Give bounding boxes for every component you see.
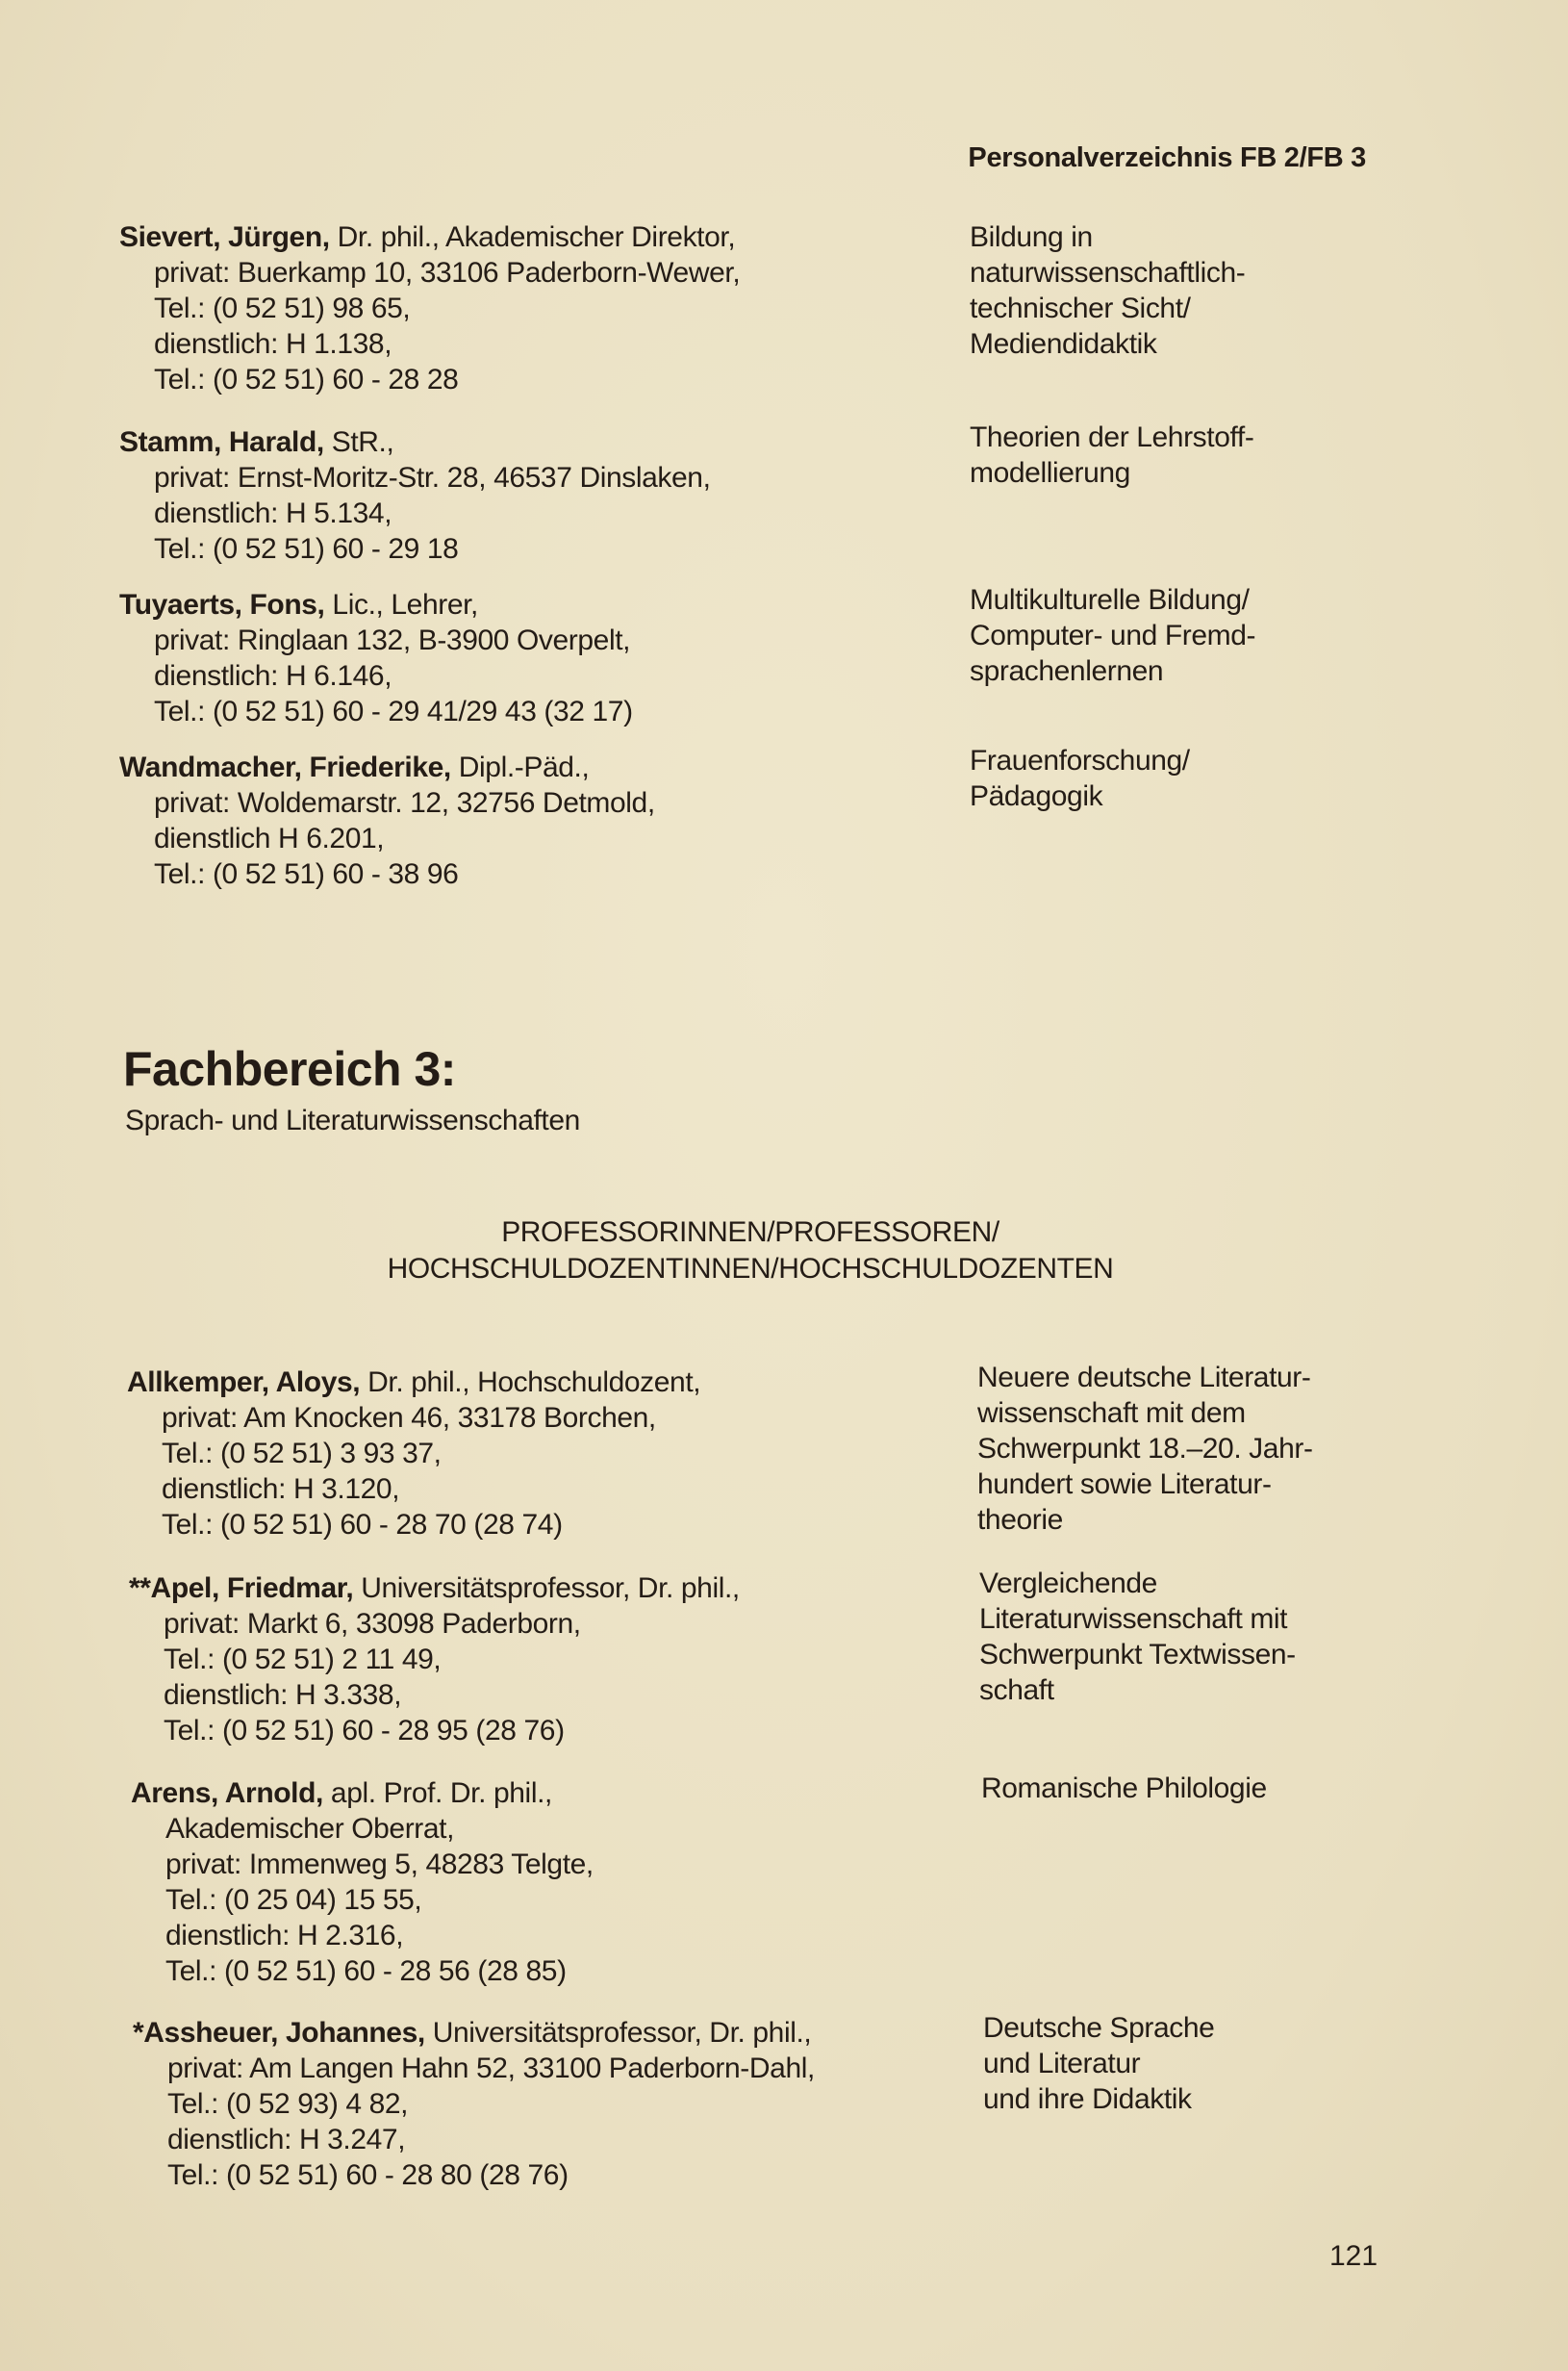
phone-line: Tel.: (0 52 51) 3 93 37, (162, 1438, 442, 1469)
phone-line: Tel.: (0 52 51) 60 - 29 41/29 43 (32 17) (154, 696, 633, 727)
section-heading (327, 1214, 1174, 1287)
person-entry (133, 2015, 960, 2193)
subject-line: wissenschaft mit dem (977, 1397, 1246, 1429)
department-subtitle: Sprach- und Literaturwissenschaften (125, 1105, 580, 1136)
person-name: Wandmacher, Friederike, (119, 752, 451, 783)
subject-area (970, 743, 1374, 814)
person-entry (119, 424, 947, 567)
person-title: apl. Prof. Dr. phil., (322, 1777, 552, 1809)
subject-line: Neuere deutsche Literatur- (977, 1362, 1311, 1393)
address-line: privat: Markt 6, 33098 Paderborn, (164, 1608, 581, 1640)
person-name: Sievert, Jürgen, (119, 221, 330, 253)
person-name: Arens, Arnold, (131, 1777, 323, 1809)
person-entry (119, 219, 947, 397)
office-line: dienstlich H 6.201, (154, 823, 385, 854)
person-name: *Assheuer, Johannes, (133, 2017, 425, 2049)
person-title: Universitätsprofessor, Dr. phil., (424, 2017, 812, 2049)
subject-area (983, 2010, 1387, 2117)
office-line: dienstlich: H 3.120, (162, 1473, 400, 1505)
office-line: dienstlich: H 3.338, (164, 1679, 402, 1711)
address-line: privat: Am Knocken 46, 33178 Borchen, (162, 1402, 656, 1434)
phone-line: Tel.: (0 52 51) 60 - 28 70 (28 74) (162, 1509, 563, 1541)
phone-line: Tel.: (0 52 51) 60 - 28 56 (28 85) (165, 1955, 567, 1987)
phone-line: Tel.: (0 52 51) 60 - 28 80 (28 76) (167, 2159, 569, 2191)
section-heading-line: HOCHSCHULDOZENTINNEN/HOCHSCHULDOZENTEN (387, 1253, 1114, 1285)
subject-line: Frauenforschung/ (970, 745, 1190, 777)
person-name: Stamm, Harald, (119, 426, 324, 458)
subject-line: Theorien der Lehrstoff- (970, 421, 1254, 453)
office-line: dienstlich: H 2.316, (165, 1920, 404, 1951)
office-line: dienstlich: H 1.138, (154, 328, 392, 360)
phone-line: Tel.: (0 52 93) 4 82, (167, 2088, 409, 2120)
subject-line: naturwissenschaftlich- (970, 257, 1246, 289)
person-name: Allkemper, Aloys, (127, 1366, 361, 1398)
address-line: privat: Woldemarstr. 12, 32756 Detmold, (154, 787, 655, 819)
subject-line: Vergleichende (979, 1568, 1157, 1599)
person-entry (119, 587, 947, 729)
subject-area (977, 1360, 1381, 1538)
subject-line: Mediendidaktik (970, 328, 1157, 360)
address-line: privat: Buerkamp 10, 33106 Paderborn-Wewer, (154, 257, 741, 289)
address-line: privat: Ringlaan 132, B-3900 Overpelt, (154, 625, 631, 656)
subject-area (979, 1566, 1383, 1708)
person-entry (119, 750, 947, 892)
phone-line: Tel.: (0 52 51) 2 11 49, (164, 1644, 442, 1675)
department-title: Fachbereich 3: (123, 1042, 456, 1096)
subject-line: Literaturwissenschaft mit (979, 1603, 1288, 1635)
section-heading-line: PROFESSORINNEN/PROFESSOREN/ (501, 1216, 999, 1248)
office-line: dienstlich: H 6.146, (154, 660, 392, 692)
person-entry (127, 1364, 954, 1542)
person-name: Tuyaerts, Fons, (119, 589, 325, 621)
subject-line: Deutsche Sprache (983, 2012, 1215, 2044)
subject-line: Multikulturelle Bildung/ (970, 584, 1250, 616)
person-entry (129, 1570, 956, 1748)
subject-line: theorie (977, 1504, 1063, 1536)
office-line: dienstlich: H 3.247, (167, 2124, 406, 2155)
rank-line: Akademischer Oberrat, (165, 1813, 455, 1845)
person-entry (131, 1775, 958, 1989)
page-number: 121 (1329, 2240, 1378, 2272)
running-header: Personalverzeichnis FB 2/FB 3 (968, 142, 1366, 173)
phone-line: Tel.: (0 52 51) 60 - 28 95 (28 76) (164, 1715, 565, 1746)
phone-line: Tel.: (0 52 51) 60 - 38 96 (154, 858, 459, 890)
person-title: Lic., Lehrer, (324, 589, 478, 621)
subject-line: Computer- und Fremd- (970, 620, 1256, 651)
phone-line: Tel.: (0 52 51) 60 - 28 28 (154, 364, 459, 395)
person-title: Dipl.-Päd., (450, 752, 590, 783)
address-line: privat: Am Langen Hahn 52, 33100 Paderborn-Dahl, (167, 2052, 815, 2084)
person-title: Dr. phil., Hochschuldozent, (360, 1366, 701, 1398)
subject-line: und ihre Didaktik (983, 2083, 1192, 2115)
phone-line: Tel.: (0 52 51) 98 65, (154, 293, 411, 324)
subject-line: modellierung (970, 457, 1130, 489)
subject-area (970, 219, 1374, 362)
subject-area (970, 582, 1374, 689)
subject-area (970, 420, 1374, 491)
subject-line: Schwerpunkt 18.–20. Jahr- (977, 1433, 1313, 1465)
person-title: Dr. phil., Akademischer Direktor, (329, 221, 736, 253)
subject-line: Pädagogik (970, 780, 1103, 812)
subject-line: hundert sowie Literatur- (977, 1468, 1272, 1500)
person-title: StR., (323, 426, 394, 458)
subject-area (981, 1771, 1385, 1806)
phone-line: Tel.: (0 52 51) 60 - 29 18 (154, 533, 459, 565)
subject-line: und Literatur (983, 2048, 1141, 2079)
subject-line: Romanische Philologie (981, 1772, 1267, 1804)
address-line: privat: Immenweg 5, 48283 Telgte, (165, 1848, 594, 1880)
person-name: **Apel, Friedmar, (129, 1572, 354, 1604)
phone-line: Tel.: (0 25 04) 15 55, (165, 1884, 422, 1916)
subject-line: Schwerpunkt Textwissen- (979, 1639, 1296, 1670)
subject-line: Bildung in (970, 221, 1093, 253)
subject-line: technischer Sicht/ (970, 293, 1191, 324)
subject-line: schaft (979, 1674, 1054, 1706)
address-line: privat: Ernst-Moritz-Str. 28, 46537 Dinslaken, (154, 462, 711, 494)
subject-line: sprachenlernen (970, 655, 1164, 687)
person-title: Universitätsprofessor, Dr. phil., (353, 1572, 740, 1604)
office-line: dienstlich: H 5.134, (154, 497, 392, 529)
